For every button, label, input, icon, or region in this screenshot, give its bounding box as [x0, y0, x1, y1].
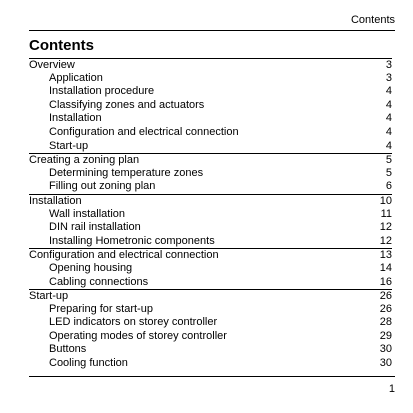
toc-entry-page: 10	[379, 194, 392, 207]
toc-entry-label: Configuration and electrical connection	[49, 125, 239, 138]
toc-entry-label: Classifying zones and actuators	[49, 98, 205, 111]
toc-entry-page: 16	[379, 275, 392, 288]
header-rule	[29, 30, 395, 31]
toc-subsection-entry[interactable]	[29, 208, 392, 222]
toc-entry-label: Creating a zoning plan	[29, 154, 140, 167]
toc-entry-label: Cooling function	[49, 357, 128, 370]
toc-entry-page: 4	[385, 139, 392, 152]
toc-entry-page: 4	[385, 125, 392, 138]
toc-subsection-entry[interactable]	[29, 276, 392, 290]
toc-entry-page: 29	[379, 329, 392, 342]
toc-entry-page: 5	[385, 154, 392, 167]
toc-subsection-entry[interactable]	[29, 126, 392, 140]
toc-subsection-entry[interactable]	[29, 140, 392, 154]
toc-entry-label: Determining temperature zones	[49, 166, 204, 179]
toc-entry-page: 6	[385, 180, 392, 193]
running-header: Contents	[350, 14, 395, 26]
toc-entry-label: DIN rail installation	[49, 221, 141, 234]
page-number: 1	[388, 383, 395, 395]
toc-entry-page: 3	[385, 59, 392, 71]
toc-entry-label: Application	[49, 71, 103, 84]
toc-entry-label: Start-up	[49, 139, 89, 152]
toc-subsection-entry[interactable]	[29, 357, 392, 371]
toc-entry-label: Start-up	[29, 290, 69, 303]
toc-subsection-entry[interactable]	[29, 303, 392, 317]
toc-entry-label: LED indicators on storey controller	[49, 316, 218, 329]
toc-subsection-entry[interactable]	[29, 235, 392, 249]
toc-entry-page: 13	[379, 249, 392, 262]
toc-section-entry[interactable]	[29, 194, 392, 208]
toc-subsection-entry[interactable]	[29, 221, 392, 235]
toc-entry-page: 11	[380, 207, 392, 220]
toc-entry-label: Opening housing	[49, 261, 133, 274]
toc-entry-label: Installation	[29, 194, 82, 207]
toc-subsection-entry[interactable]	[29, 180, 392, 194]
toc-entry-label: Configuration and electrical connection	[29, 249, 219, 262]
toc-subsection-entry[interactable]	[29, 85, 392, 99]
toc-entry-label: Installation	[49, 112, 102, 125]
toc-entry-page: 30	[379, 343, 392, 356]
toc-entry-page: 14	[379, 261, 392, 274]
toc-entry-label: Cabling connections	[49, 275, 149, 288]
toc-entry-page: 4	[385, 98, 392, 111]
toc-subsection-entry[interactable]	[29, 343, 392, 357]
toc-subsection-entry[interactable]	[29, 167, 392, 181]
toc-entry-page: 28	[379, 316, 392, 329]
table-of-contents	[29, 58, 392, 371]
toc-entry-label: Wall installation	[49, 207, 126, 220]
toc-section-entry[interactable]	[29, 248, 392, 262]
toc-section-entry[interactable]	[29, 58, 392, 72]
toc-subsection-entry[interactable]	[29, 72, 392, 86]
toc-entry-page: 4	[385, 85, 392, 98]
toc-entry-label: Buttons	[49, 343, 87, 356]
toc-entry-label: Installing Hometronic components	[49, 234, 215, 247]
toc-entry-label: Overview	[29, 59, 75, 71]
toc-subsection-entry[interactable]	[29, 262, 392, 276]
toc-entry-page: 4	[385, 112, 392, 125]
toc-subsection-entry[interactable]	[29, 112, 392, 126]
toc-entry-label: Installation procedure	[49, 85, 155, 98]
toc-entry-page: 3	[385, 71, 392, 84]
bottom-rule	[29, 376, 395, 377]
toc-subsection-entry[interactable]	[29, 316, 392, 330]
toc-entry-page: 30	[379, 357, 392, 370]
toc-entry-label: Filling out zoning plan	[49, 180, 156, 193]
toc-entry-page: 12	[379, 221, 392, 234]
toc-entry-page: 26	[379, 302, 392, 315]
page-title: Contents	[29, 37, 94, 54]
toc-subsection-entry[interactable]	[29, 99, 392, 113]
toc-entry-page: 5	[385, 166, 392, 179]
toc-entry-label: Operating modes of storey controller	[49, 329, 227, 342]
toc-section-entry[interactable]	[29, 153, 392, 167]
toc-section-entry[interactable]	[29, 289, 392, 303]
toc-entry-label: Preparing for start-up	[49, 302, 153, 315]
toc-entry-page: 26	[379, 290, 392, 303]
toc-entry-page: 12	[379, 234, 392, 247]
toc-subsection-entry[interactable]	[29, 330, 392, 344]
